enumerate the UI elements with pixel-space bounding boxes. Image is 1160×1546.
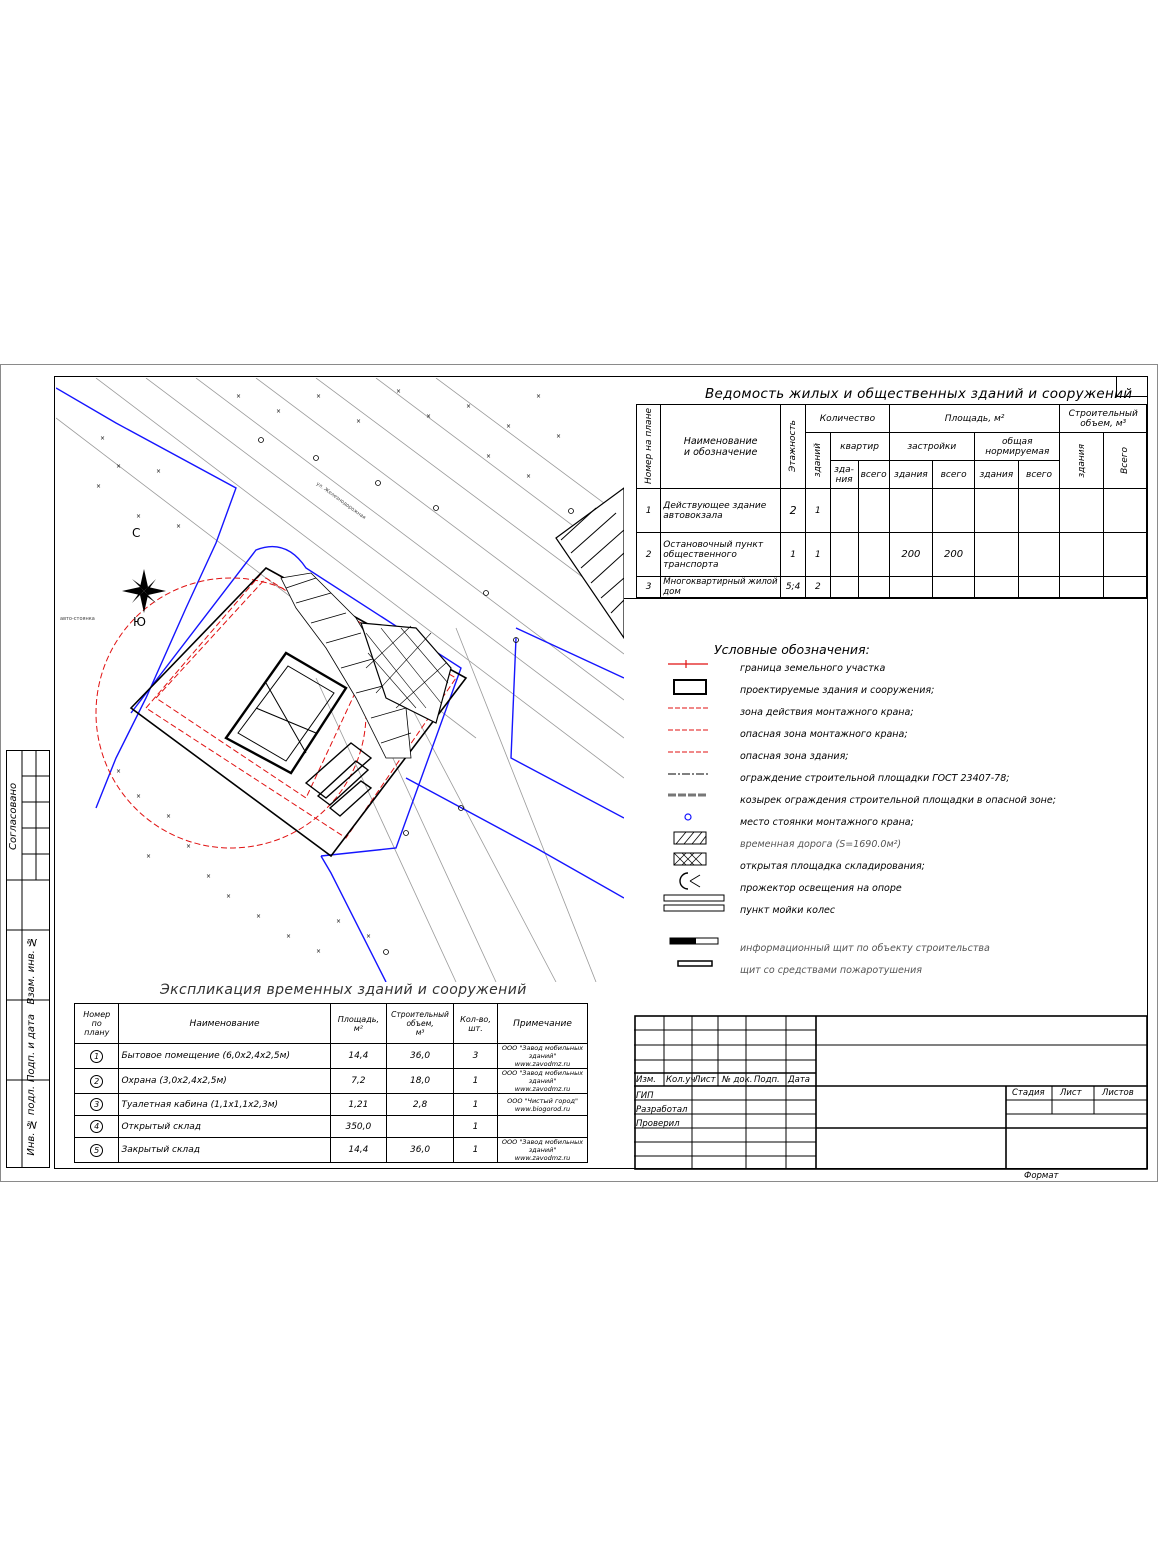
- svg-text:×: ×: [316, 948, 322, 955]
- table-row: 2 Охрана (3,0x2,4x2,5м) 7,2 18,0 1 ООО "Завод мобильных зданий" www.zavodmz.ru: [75, 1069, 588, 1094]
- svg-text:×: ×: [136, 513, 142, 520]
- residential-building: [556, 488, 624, 638]
- sheets-label: Листов: [1102, 1088, 1134, 1098]
- format-label: Формат: [1024, 1171, 1059, 1181]
- table-row: 3 Туалетная кабина (1,1x1,1x2,3м) 1,21 2,8 1 ООО "Чистый город" www.biogorod.ru: [75, 1094, 588, 1116]
- buildings-table: Номер на плане Наименование и обозначение Этажность Количество Площадь, м² Строительный объем, м³ зданий квартир застройки общая нормируемая здания Всего зда- ния всего здания всего здания всего 1 Действующее здание автовокзала 2 1 2 Остановочный пункт общественного транспорта 1 1 200 200 3 Многоквартирный жилой дом 5;4 2: [636, 404, 1147, 598]
- svg-text:×: ×: [486, 453, 492, 460]
- legend-item: щит со средствами пожаротушения: [740, 965, 922, 976]
- svg-text:×: ×: [100, 435, 106, 442]
- plan-number-badge: 3: [90, 1098, 103, 1111]
- svg-text:×: ×: [166, 813, 172, 820]
- legend-item: опасная зона монтажного крана;: [740, 729, 908, 740]
- stamp-inv-orig: Инв. № подл.: [26, 1086, 37, 1156]
- table-row: 4 Открытый склад 350,0 1: [75, 1116, 588, 1138]
- svg-text:×: ×: [96, 483, 102, 490]
- site-plan: [56, 378, 624, 982]
- legend-symbols: [660, 655, 730, 975]
- explication-title: Экспликация временных зданий и сооружений: [160, 982, 527, 998]
- legend-item: прожектор освещения на опоре: [740, 883, 902, 894]
- svg-text:×: ×: [156, 468, 162, 475]
- svg-text:×: ×: [396, 388, 402, 395]
- legend-item: зона действия монтажного крана;: [740, 707, 914, 718]
- plan-number-badge: 5: [90, 1144, 103, 1157]
- legend-item: козырек ограждения строительной площадки в опасной зоне;: [740, 795, 1056, 806]
- legend-item: пункт мойки колес: [740, 905, 836, 916]
- south-label: Ю: [133, 615, 146, 629]
- side-stamp: Согласовано Взам. инв. № Подп. и дата Инв. № подл.: [6, 750, 50, 1168]
- svg-text:×: ×: [356, 418, 362, 425]
- site-plan-drawing: [56, 378, 624, 982]
- svg-text:×: ×: [116, 463, 122, 470]
- legend-item: открытая площадка складирования;: [740, 861, 925, 872]
- svg-text:×: ×: [226, 893, 232, 900]
- svg-text:×: ×: [136, 793, 142, 800]
- sheet-label: Лист: [1060, 1088, 1082, 1098]
- plan-number-badge: 2: [90, 1075, 103, 1088]
- svg-text:×: ×: [316, 393, 322, 400]
- svg-text:×: ×: [556, 433, 562, 440]
- divider: [624, 598, 1148, 599]
- svg-text:×: ×: [186, 843, 192, 850]
- legend-title: Условные обозначения:: [714, 642, 870, 657]
- svg-text:×: ×: [466, 403, 472, 410]
- legend-item: информационный щит по объекту строительства: [740, 943, 990, 954]
- table-row: 1 Бытовое помещение (6,0x2,4x2,5м) 14,4 36,0 3 ООО "Завод мобильных зданий" www.zavodmz.ru: [75, 1044, 588, 1069]
- svg-text:×: ×: [336, 918, 342, 925]
- svg-text:×: ×: [426, 413, 432, 420]
- stamp-replace-inv: Взам. инв. №: [26, 936, 37, 1005]
- svg-text:×: ×: [286, 933, 292, 940]
- table-row: 1 Действующее здание автовокзала 2 1: [637, 489, 1147, 533]
- stamp-sign-date: Подп. и дата: [26, 1014, 37, 1083]
- legend-item: граница земельного участка: [740, 663, 886, 674]
- svg-text:×: ×: [116, 768, 122, 775]
- legend-item: ограждение строительной площадки ГОСТ 23407-78;: [740, 773, 1010, 784]
- north-label: С: [132, 526, 141, 540]
- svg-text:×: ×: [206, 873, 212, 880]
- svg-text:×: ×: [526, 473, 532, 480]
- svg-text:×: ×: [506, 423, 512, 430]
- stage-label: Стадия: [1012, 1088, 1045, 1098]
- legend-item: временная дорога (S=1690.0м²): [740, 839, 902, 850]
- plan-number-badge: 1: [90, 1050, 103, 1063]
- corner-box: [1116, 376, 1147, 397]
- svg-text:×: ×: [236, 393, 242, 400]
- svg-text:×: ×: [146, 853, 152, 860]
- legend-list: [740, 658, 1056, 982]
- table-row: 5 Закрытый склад 14,4 36,0 1 ООО "Завод мобильных зданий" www.zavodmz.ru: [75, 1138, 588, 1163]
- legend-item: проектируемые здания и сооружения;: [740, 685, 935, 696]
- street-label: ул. Железнодорожная: [314, 481, 367, 521]
- buildings-table-title: Ведомость жилых и общественных зданий и сооружений: [705, 386, 1133, 402]
- parking-label: авто-стоянка: [60, 616, 95, 622]
- svg-text:×: ×: [176, 523, 182, 530]
- plan-number-badge: 4: [90, 1120, 103, 1133]
- svg-text:×: ×: [536, 393, 542, 400]
- compass-rose: [122, 569, 166, 613]
- explication-table: Номер по плану Наименование Площадь, м² Строительный объем, м³ Кол-во, шт. Примечание 1 Бытовое помещение (6,0x2,4x2,5м) 14,4 36,0 3 ООО "Завод мобильных зданий" www.zavodmz.ru 2 Охрана (3,0x2,4x2,5м) 7,2 18,0 1 ООО "Завод мобильных зданий" www.zavodmz.ru 3 Туалетная кабина (1,1x1,1x2,3м) 1,21 2,8 1 ООО "Чистый город" www.biogorod.ru 4 Открытый склад 350,0 1 5 Закрытый склад 14,4 36,0 1 ООО "Завод мобильных зданий" www.zavodmz.ru: [74, 1003, 588, 1163]
- legend-item: опасная зона здания;: [740, 751, 849, 762]
- table-row: 2 Остановочный пункт общественного транспорта 1 1 200 200: [637, 533, 1147, 577]
- title-block-roles: ГИП Разработал Проверил: [636, 1091, 688, 1129]
- svg-text:×: ×: [276, 408, 282, 415]
- svg-text:×: ×: [256, 913, 262, 920]
- table-row: 3 Многоквартирный жилой дом 5;4 2: [637, 577, 1147, 598]
- legend-item: место стоянки монтажного крана;: [740, 817, 914, 828]
- svg-text:×: ×: [366, 933, 372, 940]
